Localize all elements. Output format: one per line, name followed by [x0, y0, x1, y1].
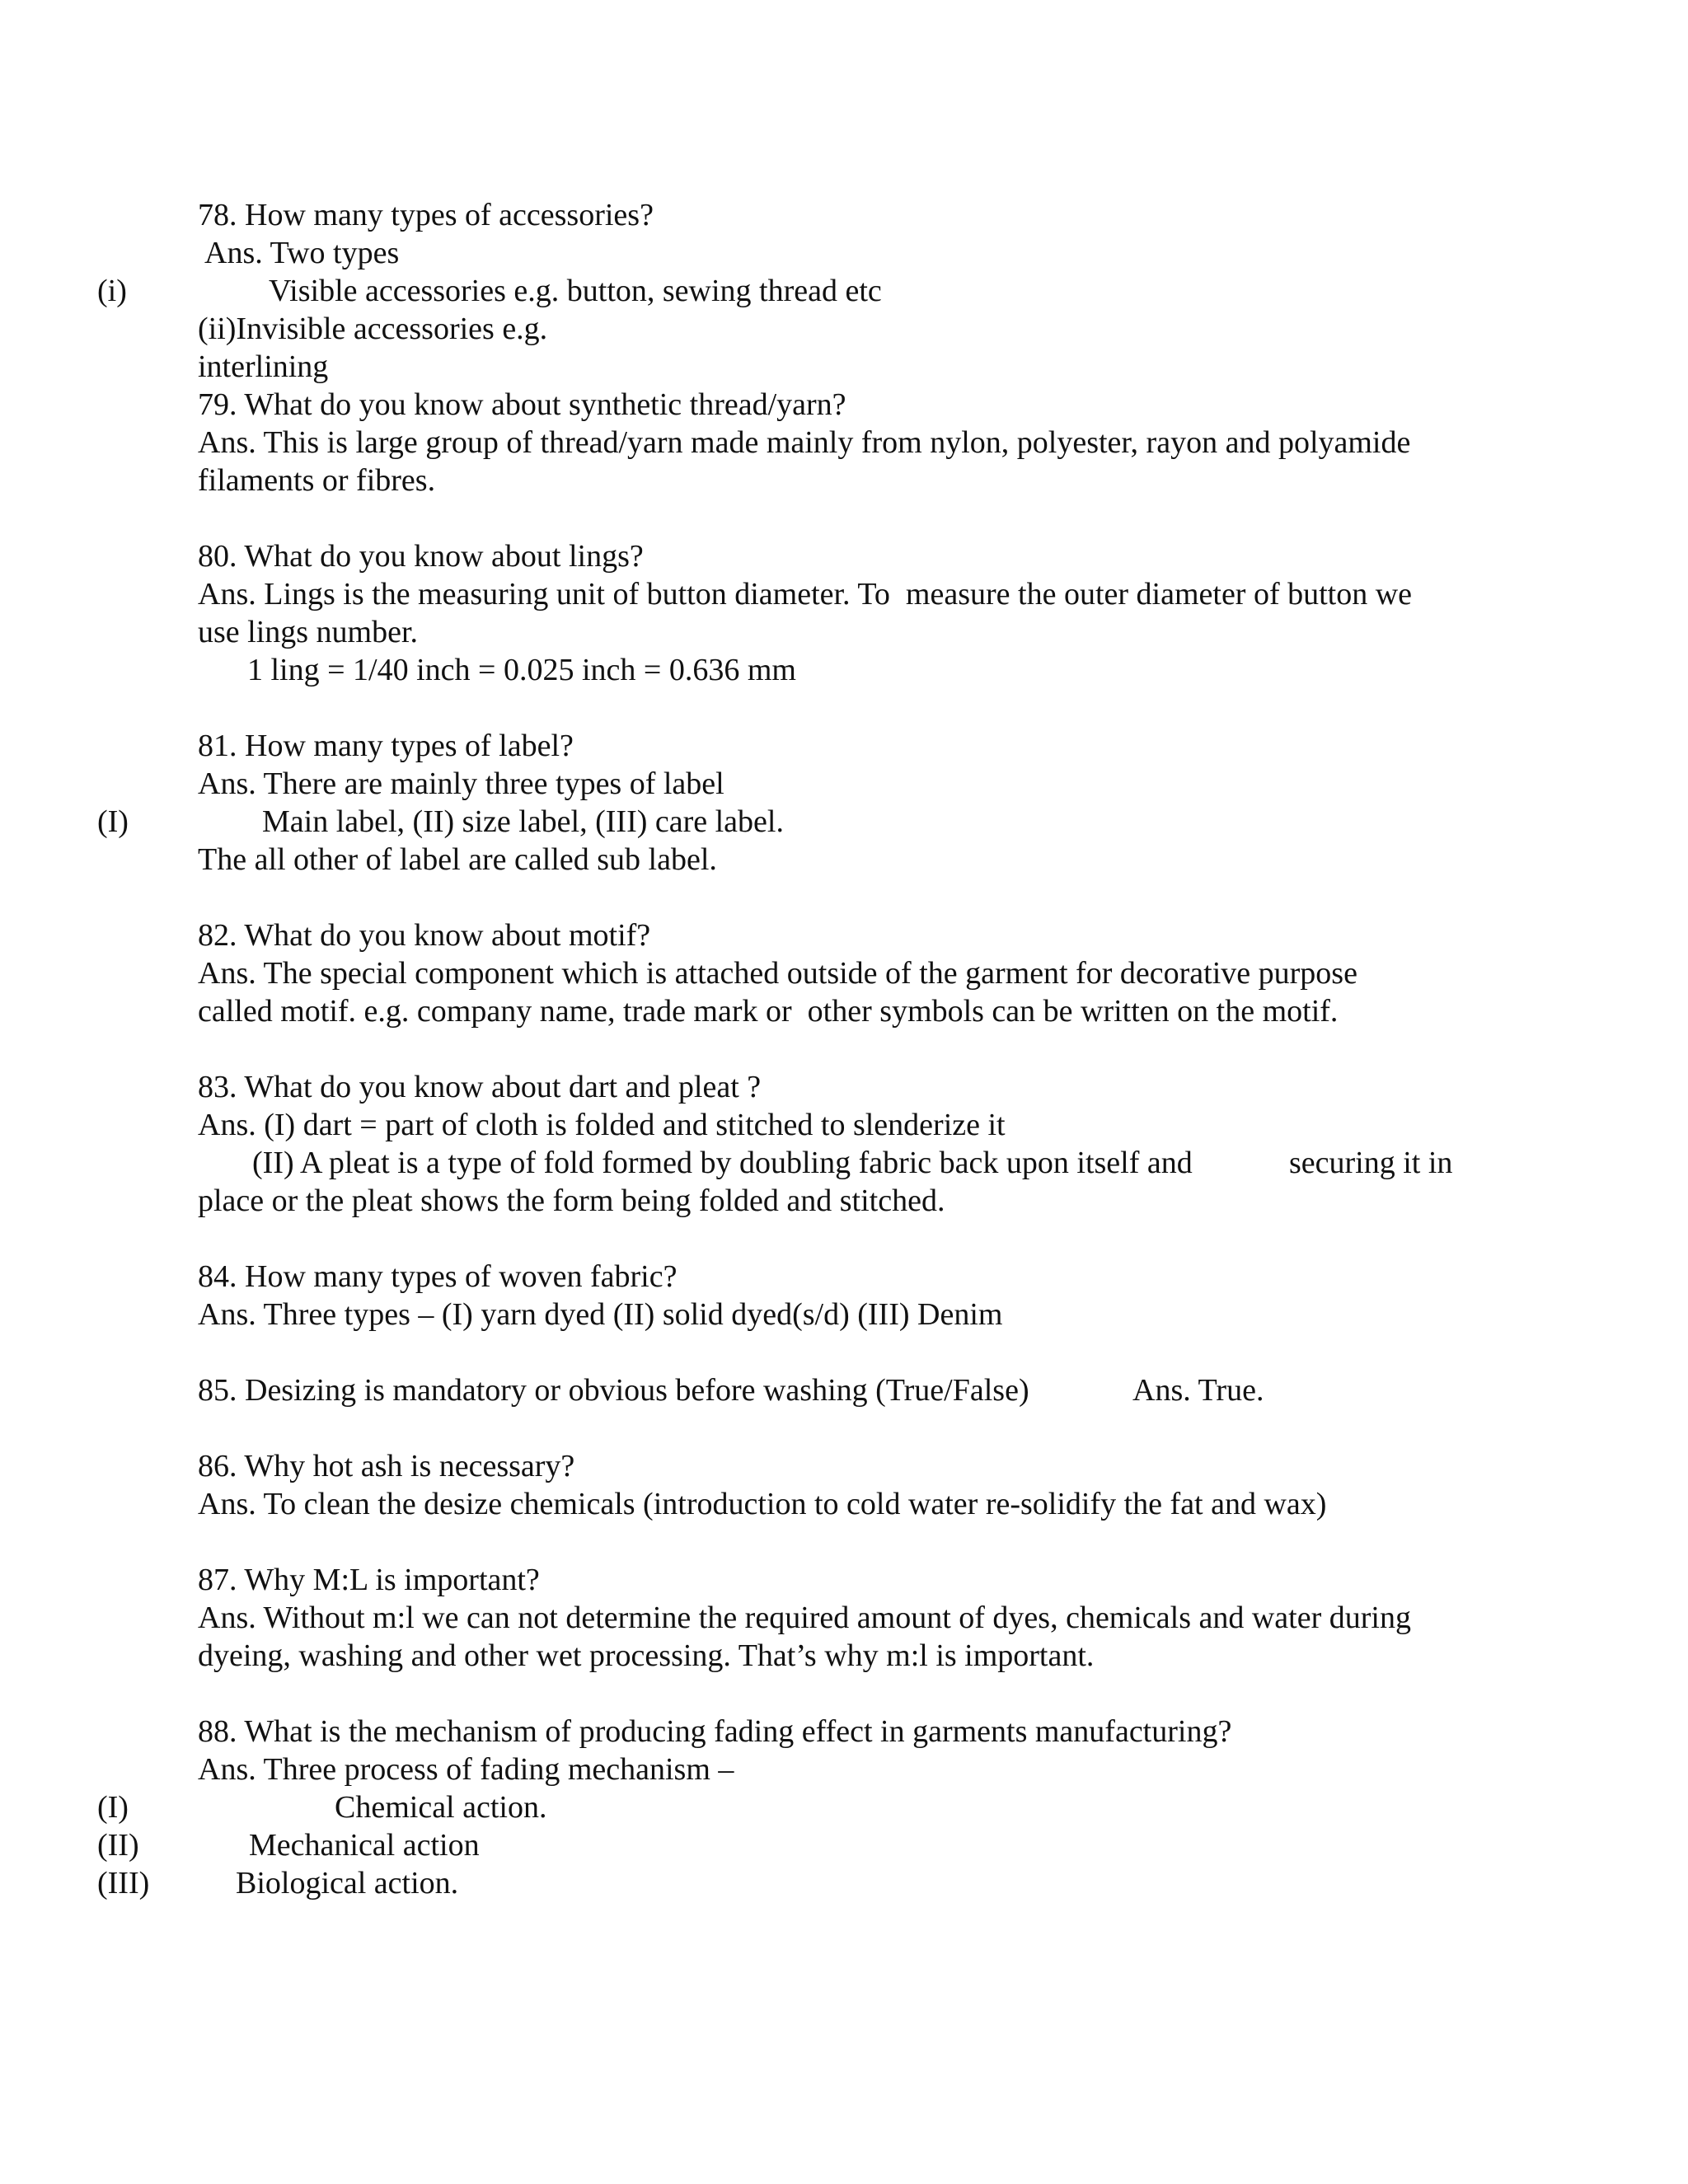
q81-item-text: Main label, (II) size label, (III) care label. — [262, 804, 784, 839]
q85-answer: Ans. True. — [1132, 1373, 1264, 1408]
q88-item3-marker: (III) — [97, 1866, 150, 1900]
q80-answer-line1: Ans. Lings is the measuring unit of button diameter. To measure the outer diameter of button we — [198, 577, 1413, 612]
q85-question: 85. Desizing is mandatory or obvious before washing (True/False) — [198, 1373, 1029, 1408]
q78-item2-line2: interlining — [198, 349, 329, 384]
q86-question: 86. Why hot ash is necessary? — [198, 1449, 575, 1483]
q87-question: 87. Why M:L is important? — [198, 1563, 540, 1597]
q81-question: 81. How many types of label? — [198, 729, 574, 763]
q87-answer-line2: dyeing, washing and other wet processing. That’s why m:l is important. — [198, 1638, 1095, 1673]
q83-answer-line3: place or the pleat shows the form being folded and stitched. — [198, 1183, 945, 1218]
q82-answer-line1: Ans. The special component which is attached outside of the garment for decorative purpose — [198, 956, 1357, 991]
q83-answer-line2b: securing it in — [1289, 1146, 1453, 1180]
q83-question: 83. What do you know about dart and pleat ? — [198, 1070, 762, 1104]
q88-item3-text: Biological action. — [236, 1866, 459, 1900]
q82-answer-line2: called motif. e.g. company name, trade mark or other symbols can be written on the motif. — [198, 994, 1339, 1029]
q88-item1-marker: (I) — [97, 1790, 129, 1825]
q79-question: 79. What do you know about synthetic thread/yarn? — [198, 387, 846, 422]
q79-answer-line2: filaments or fibres. — [198, 463, 436, 498]
q80-formula: 1 ling = 1/40 inch = 0.025 inch = 0.636 mm — [247, 653, 796, 687]
q80-question: 80. What do you know about lings? — [198, 539, 644, 574]
q86-answer: Ans. To clean the desize chemicals (introduction to cold water re-solidify the fat and wax) — [198, 1487, 1327, 1521]
q81-note: The all other of label are called sub label. — [198, 842, 717, 877]
q87-answer-line1: Ans. Without m:l we can not determine the required amount of dyes, chemicals and water during — [198, 1601, 1411, 1635]
q78-item1-text: Visible accessories e.g. button, sewing thread etc — [269, 274, 882, 308]
q81-item-marker: (I) — [97, 804, 129, 839]
q78-item1-marker: (i) — [97, 274, 127, 308]
q79-answer-line1: Ans. This is large group of thread/yarn made mainly from nylon, polyester, rayon and polyamide — [198, 425, 1411, 460]
q82-question: 82. What do you know about motif? — [198, 918, 651, 953]
q88-item1-text: Chemical action. — [335, 1790, 547, 1825]
q84-question: 84. How many types of woven fabric? — [198, 1259, 678, 1294]
q81-answer: Ans. There are mainly three types of label — [198, 766, 724, 801]
q83-answer-line2a: (II) A pleat is a type of fold formed by doubling fabric back upon itself and — [252, 1146, 1193, 1180]
q78-answer: Ans. Two types — [204, 236, 400, 270]
q88-question: 88. What is the mechanism of producing fading effect in garments manufacturing? — [198, 1714, 1232, 1749]
q88-answer: Ans. Three process of fading mechanism – — [198, 1752, 734, 1787]
q80-answer-line2: use lings number. — [198, 615, 419, 649]
q84-answer: Ans. Three types – (I) yarn dyed (II) solid dyed(s/d) (III) Denim — [198, 1297, 1003, 1332]
q78-question: 78. How many types of accessories? — [198, 198, 654, 232]
q88-item2-marker: (II) — [97, 1828, 139, 1863]
q78-item2-line1: (ii)Invisible accessories e.g. — [198, 312, 548, 346]
q88-item2-text: Mechanical action — [249, 1828, 480, 1863]
q83-answer-line1: Ans. (I) dart = part of cloth is folded and stitched to slenderize it — [198, 1108, 1006, 1142]
